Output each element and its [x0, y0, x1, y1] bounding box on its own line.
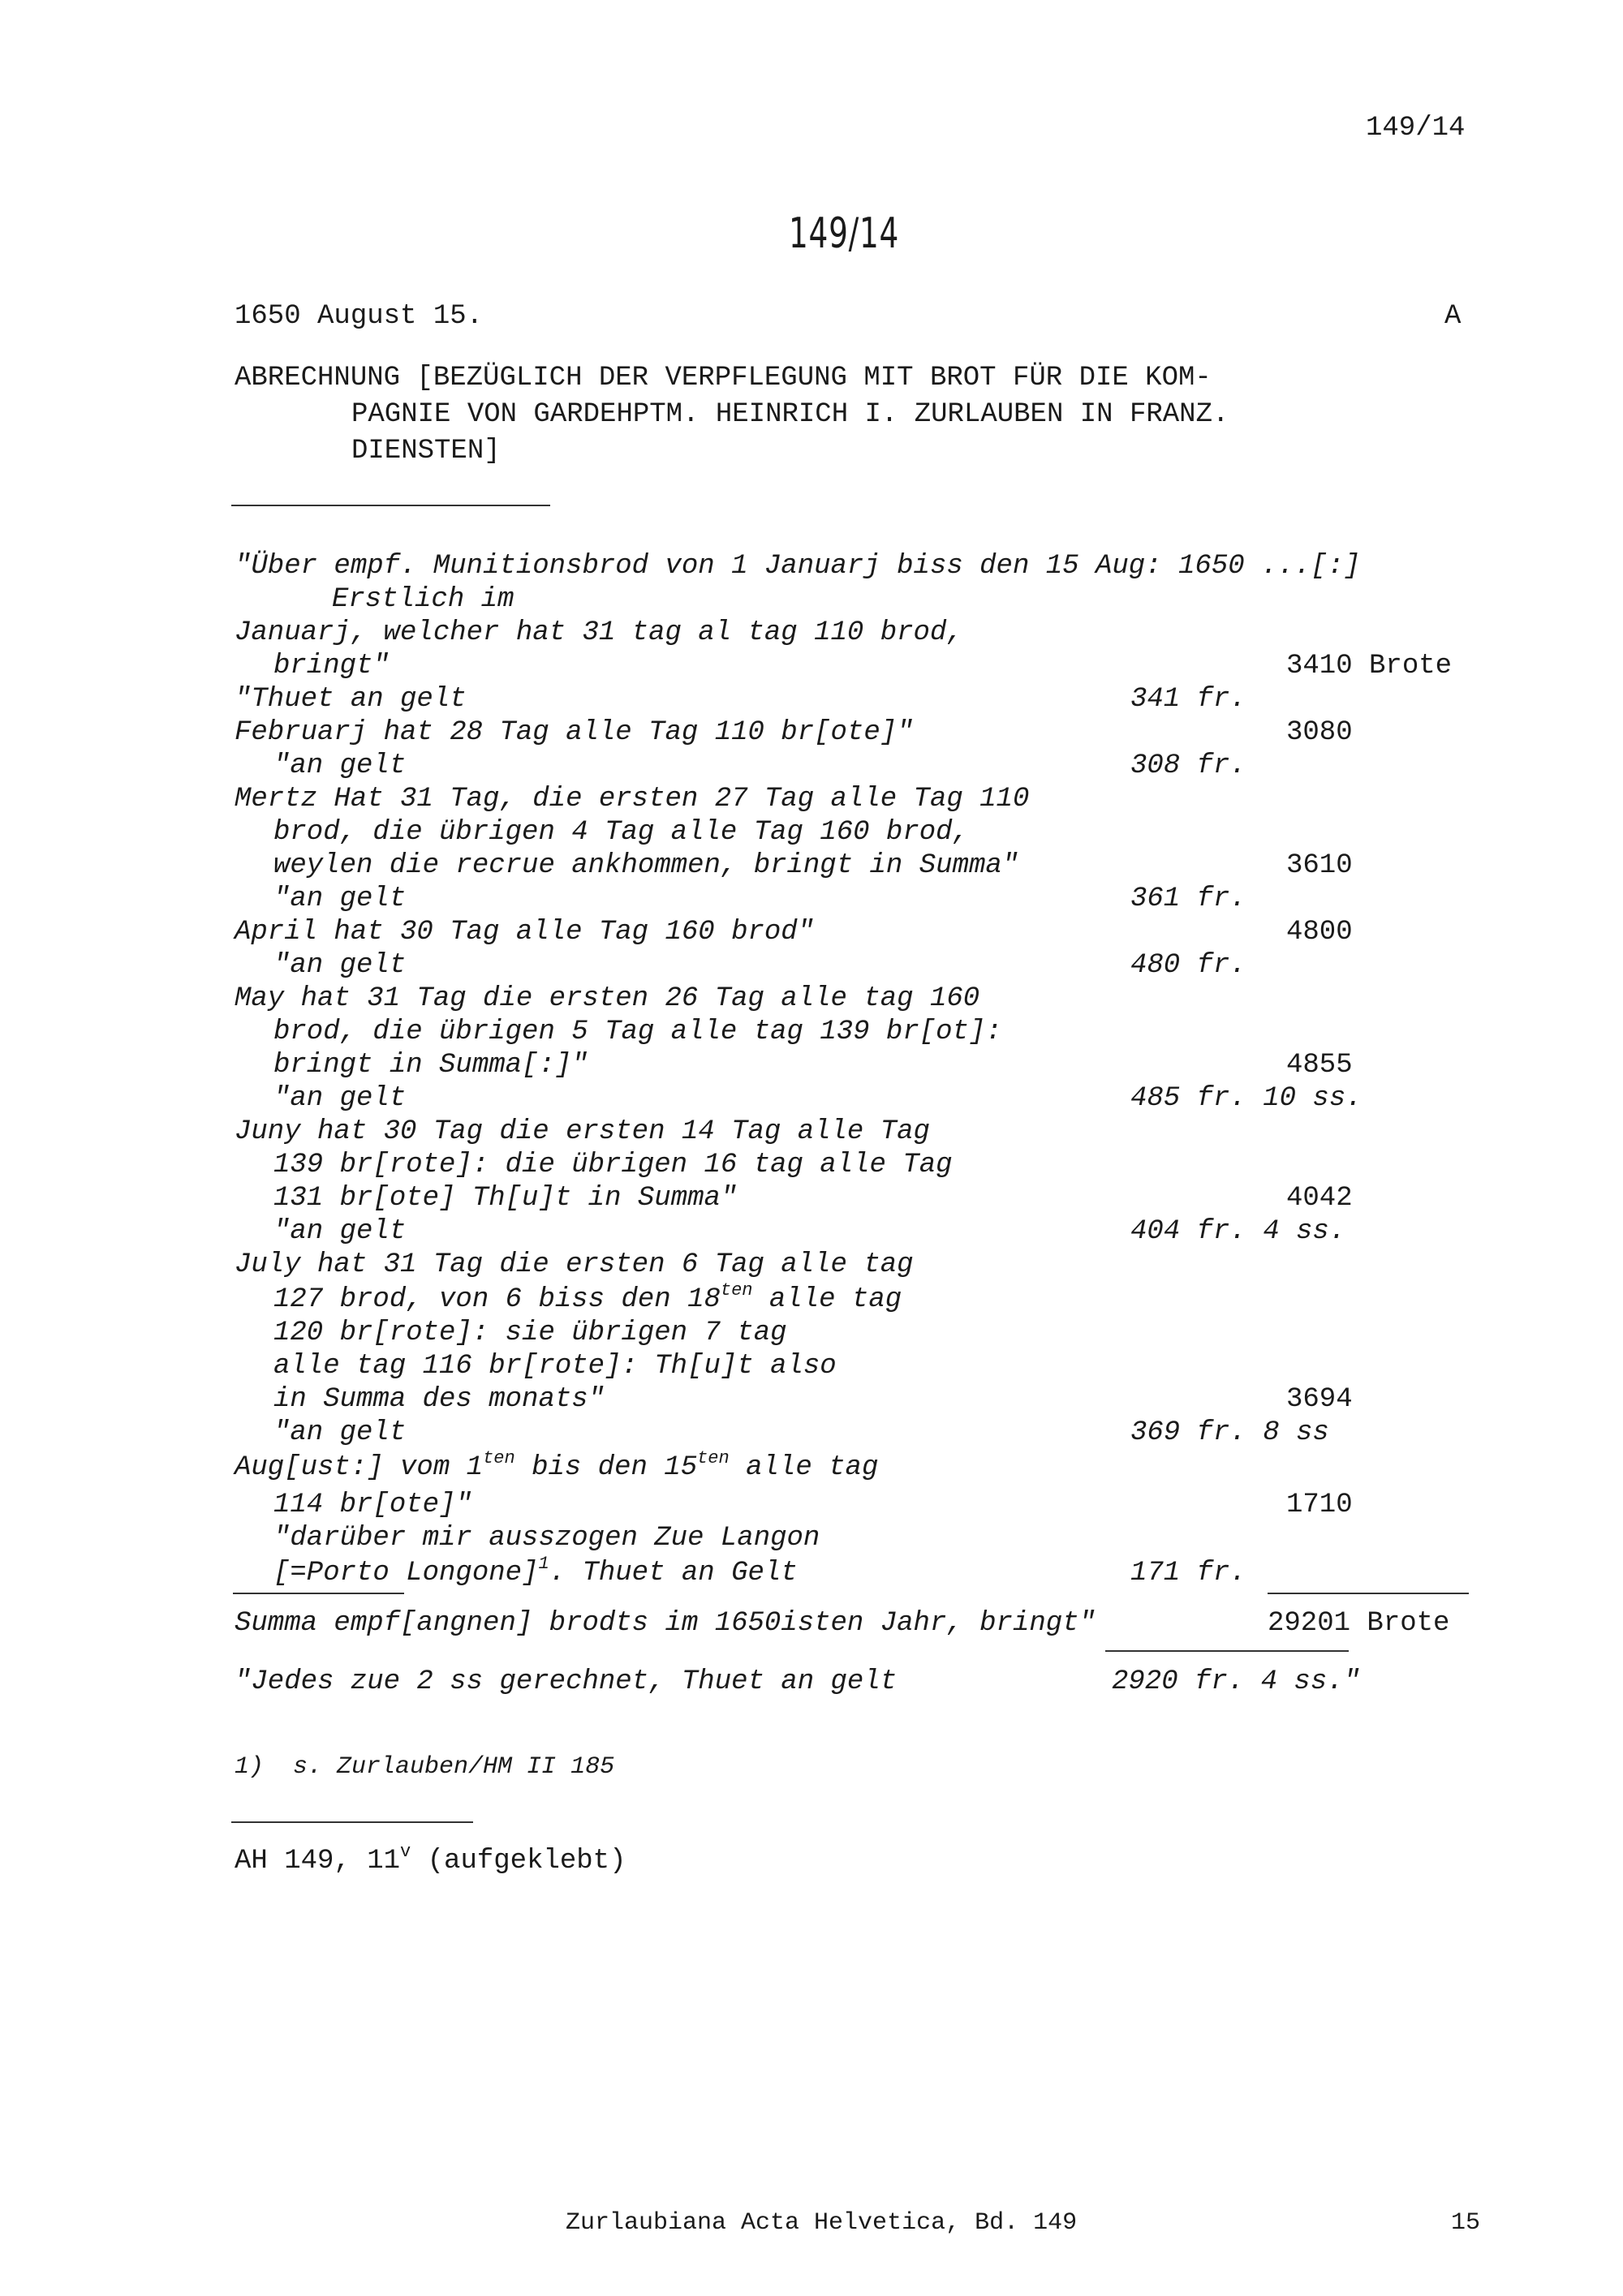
june-gelt: 404 fr. 4 ss. [1130, 1216, 1346, 1247]
august-line-1 [235, 1448, 879, 1483]
august-line-1-rest: alle tag [729, 1452, 879, 1483]
july-line-2 [273, 1280, 902, 1315]
august-superscript-2: ten [697, 1448, 730, 1468]
january-brote: 3410 Brote [1286, 651, 1453, 681]
august-line-4 [273, 1554, 798, 1589]
may-brote: 4855 [1286, 1050, 1353, 1081]
source-note: (aufgeklebt) [411, 1846, 626, 1877]
june-line-3: 131 br[ote] Th[u]t in Summa" [273, 1183, 738, 1214]
february-line-1: Februarj hat 28 Tag alle Tag 110 br[ote]" [235, 717, 914, 748]
august-brote: 1710 [1286, 1490, 1353, 1520]
july-line-2-text: 127 brod, von 6 biss den 18 [273, 1284, 721, 1315]
heading-line-3: DIENSTEN] [351, 436, 501, 467]
footnote: 1) s. Zurlauben/HM II 185 [235, 1753, 615, 1781]
document-marker: A [1444, 301, 1462, 332]
jedes-label: "Jedes zue 2 ss gerechnet, Thuet an gelt [235, 1666, 898, 1697]
august-superscript-1: ten [483, 1448, 515, 1468]
june-brote: 4042 [1286, 1183, 1353, 1214]
february-gelt-label: "an gelt [273, 750, 407, 781]
total-divider [1105, 1650, 1349, 1652]
june-line-2: 139 br[rote]: die übrigen 16 tag alle Tag [273, 1150, 953, 1180]
august-line-2: 114 br[ote]" [273, 1490, 472, 1520]
footnote-divider [231, 1821, 473, 1823]
march-line-2: brod, die übrigen 4 Tag alle Tag 160 brod, [273, 817, 969, 848]
april-line-1: April hat 30 Tag alle Tag 160 brod" [235, 917, 815, 948]
heading-divider [231, 505, 550, 506]
document-title: 149/14 [789, 209, 900, 258]
july-line-3: 120 br[rote]: sie übrigen 7 tag [273, 1318, 787, 1348]
february-gelt: 308 fr. [1130, 750, 1246, 781]
page-reference: 149/14 [1366, 113, 1466, 144]
april-brote: 4800 [1286, 917, 1353, 948]
august-line-4-rest: . Thuet an Gelt [549, 1558, 798, 1589]
july-line-5: in Summa des monats" [273, 1384, 605, 1415]
august-line-3: "darüber mir ausszogen Zue Langon [273, 1523, 820, 1554]
footnote-reference-underline [233, 1593, 404, 1594]
january-line-2: bringt" [273, 651, 390, 681]
july-line-4: alle tag 116 br[rote]: Th[u]t also [273, 1351, 837, 1382]
may-line-2: brod, die übrigen 5 Tag alle tag 139 br[ot]: [273, 1017, 1002, 1047]
january-gelt: 341 fr. [1130, 684, 1246, 715]
august-gelt: 171 fr. [1130, 1558, 1246, 1589]
heading-line-2: PAGNIE VON GARDEHPTM. HEINRICH I. ZURLAUBEN IN FRANZ. [351, 399, 1229, 430]
august-line-4-text: [=Porto Longone] [273, 1558, 539, 1589]
april-gelt: 480 fr. [1130, 950, 1246, 981]
summa-label: Summa empf[angnen] brodts im 1650isten Jahr, bringt" [235, 1608, 1096, 1639]
july-gelt-label: "an gelt [273, 1417, 407, 1448]
april-gelt-label: "an gelt [273, 950, 407, 981]
source-superscript: v [400, 1842, 411, 1862]
may-line-3: bringt in Summa[:]" [273, 1050, 588, 1081]
jedes-gelt: 2920 fr. 4 ss." [1112, 1666, 1361, 1697]
july-brote: 3694 [1286, 1384, 1353, 1415]
source-reference [235, 1842, 626, 1877]
june-gelt-label: "an gelt [273, 1216, 407, 1247]
july-line-2-rest: alle tag [752, 1284, 902, 1315]
june-line-1: Juny hat 30 Tag die ersten 14 Tag alle Tag [235, 1116, 930, 1147]
august-line-1-mid: bis den 15 [514, 1452, 698, 1483]
july-gelt: 369 fr. 8 ss [1130, 1417, 1329, 1448]
intro-line-2: Erstlich im [332, 584, 514, 615]
may-line-1: May hat 31 Tag die ersten 26 Tag alle tag 160 [235, 983, 980, 1014]
february-brote: 3080 [1286, 717, 1353, 748]
march-gelt: 361 fr. [1130, 884, 1246, 914]
footnote-reference: 1 [538, 1554, 549, 1574]
march-line-1: Mertz Hat 31 Tag, die ersten 27 Tag alle Tag 110 [235, 784, 1030, 815]
july-line-1: July hat 31 Tag die ersten 6 Tag alle tag [235, 1249, 914, 1280]
march-brote: 3610 [1286, 850, 1353, 881]
march-line-3: weylen die recrue ankhommen, bringt in Summa" [273, 850, 1019, 881]
source-text: AH 149, 11 [235, 1846, 401, 1877]
august-line-1-text: Aug[ust:] vom 1 [235, 1452, 484, 1483]
sum-divider [1268, 1593, 1469, 1594]
may-gelt-label: "an gelt [273, 1083, 407, 1114]
footer-publication: Zurlaubiana Acta Helvetica, Bd. 149 [566, 2209, 1078, 2237]
document-date: 1650 August 15. [235, 301, 484, 332]
heading-line-1: ABRECHNUNG [BEZÜGLICH DER VERPFLEGUNG MIT BROT FÜR DIE KOM- [235, 363, 1212, 393]
intro-line-1: "Über empf. Munitionsbrod von 1 Januarj biss den 15 Aug: 1650 ...[:] [235, 551, 1361, 582]
may-gelt: 485 fr. 10 ss. [1130, 1083, 1363, 1114]
january-line-1: Januarj, welcher hat 31 tag al tag 110 brod, [235, 617, 963, 648]
footer-page-number: 15 [1451, 2209, 1481, 2237]
january-gelt-label: "Thuet an gelt [235, 684, 467, 715]
july-superscript: ten [720, 1280, 753, 1301]
march-gelt-label: "an gelt [273, 884, 407, 914]
summa-brote: 29201 Brote [1268, 1608, 1450, 1639]
